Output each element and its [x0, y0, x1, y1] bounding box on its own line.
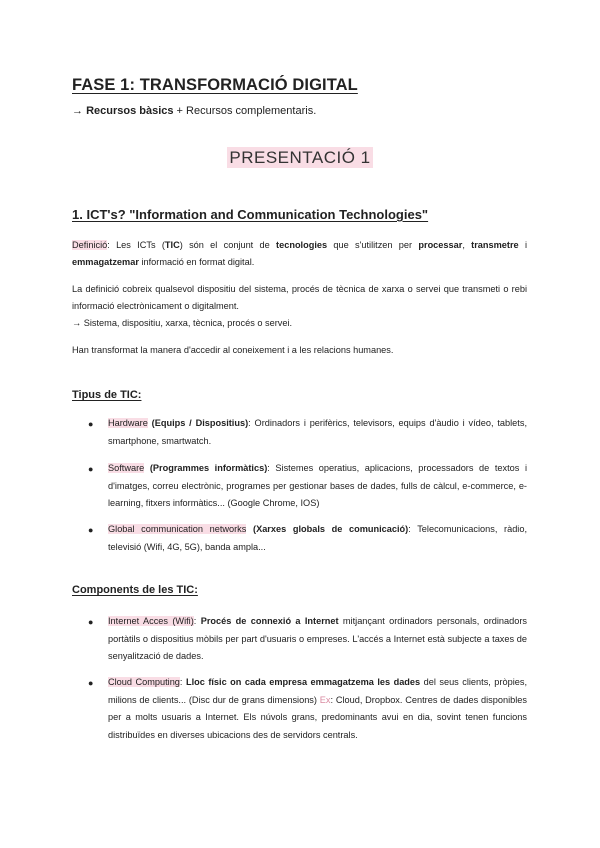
components-heading: Components de les TIC:	[72, 584, 198, 596]
example-label: Ex	[316, 694, 331, 705]
subtitle-bold: Recursos bàsics	[86, 105, 174, 117]
presentation-heading	[0, 148, 600, 168]
subtitle-rest: + Recursos complementaris.	[173, 105, 317, 117]
component-item-internet: Internet Acces (Wifi): Procés de connexió a Internet mitjançant ordinadors personals, ordinadors portàtils o dispositius mòbils per part d'usuaris o empreses. L'accés a Internet està subjecte a taxes de senyalització de dades.	[108, 616, 528, 661]
tipus-item-networks: Global communication networks (Xarxes globals de comunicació): Telecomunicacions, ràdio, televisió (Wifi, 4G, 5G), banda ampla...	[108, 524, 528, 552]
definition-paragraph: Definició: Les ICTs (TIC) són el conjunt de tecnologies que s'utilitzen per processar, transmetre i emmagatzemar informació en format digital.	[72, 240, 527, 267]
bullet-icon: ●	[88, 419, 94, 429]
tipus-item-hardware: Hardware (Equips / Dispositius): Ordinadors i perifèrics, televisors, equips d'àudio i vídeo, tablets, smartphone, smartwatch.	[108, 418, 527, 446]
paragraph-2-text: La definició cobreix qualsevol dispositiu del sistema, procés de tècnica de xarxa o servei que transmeti o rebi informació electrònicament o digitalment.	[72, 284, 527, 311]
bullet-icon: ●	[88, 525, 94, 535]
paragraph-3: Han transformat la manera d'accedir al coneixement i a les relacions humanes.	[72, 345, 394, 355]
subtitle-arrow: →	[72, 105, 83, 117]
subtitle	[72, 105, 316, 117]
paragraph-2	[72, 281, 527, 332]
definition-label: Definició	[72, 240, 108, 250]
section1-heading: 1. ICT's? "Information and Communication Technologies"	[72, 207, 429, 222]
bullet-icon: ●	[88, 464, 94, 474]
paragraph-2-list: → Sistema, dispositiu, xarxa, tècnica, procés o servei.	[72, 318, 293, 328]
component-item-cloud: Cloud Computing: Lloc físic on cada empresa emmagatzema les dades del seus clients, pròpies, milions de clients... (Disc dur de grans dimensions) Ex: Cloud, Dropbox. Centres de dades disponibles per a molts usuaris a Internet. Els núvols grans, predominants avui en dia, sovint tenen funcions distribuïdes en diverses ubicacions des de servidors centrals.	[108, 677, 527, 740]
bullet-icon: ●	[88, 678, 94, 688]
document-title: FASE 1: TRANSFORMACIÓ DIGITAL	[72, 76, 358, 94]
bullet-icon: ●	[88, 617, 94, 627]
tipus-heading: Tipus de TIC:	[72, 389, 142, 401]
presentation-title: PRESENTACIÓ 1	[229, 148, 371, 167]
tipus-item-software: Software (Programmes informàtics): Sistemes operatius, aplicacions, processadors de textos i d'imatges, correu electrònic, programes per gestionar bases de dades, fulls de càlcul, e-commerce, e-learning, fitxers informàtics... (Google Chrome, IOS)	[108, 463, 528, 508]
